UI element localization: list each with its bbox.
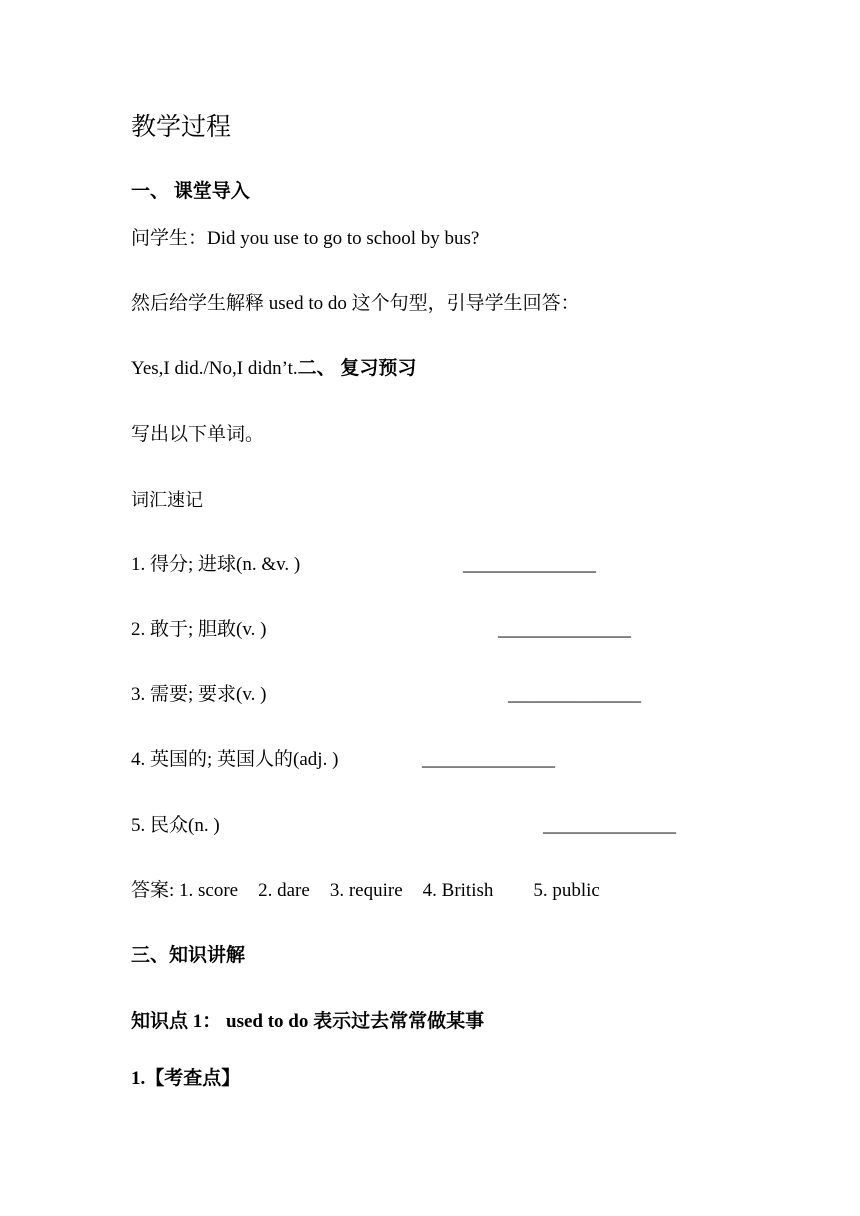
vocab-blank: ______________: [498, 619, 631, 640]
intro-question: 问学生：Did you use to go to school by bus?: [131, 228, 480, 249]
section-heading-review: 二、 复习预习: [297, 358, 417, 379]
vocab-blank: ______________: [508, 684, 641, 705]
answer-key: [131, 879, 600, 903]
vocab-item: 1. 得分; 进球(n. &v. ): [131, 554, 301, 575]
intro-explanation: 然后给学生解释 used to do 这个句型，引导学生回答：: [131, 293, 580, 314]
answer-key-item: 1. score: [179, 880, 239, 901]
section-heading-knowledge: 三、知识讲解: [131, 945, 246, 966]
vocab-blank: ______________: [463, 554, 596, 575]
answer-key-item: 3. require: [329, 880, 403, 901]
vocab-blank: ______________: [543, 815, 676, 836]
vocab-item: 4. 英国的; 英国人的(adj. ): [131, 749, 339, 770]
exam-point-heading: 1.【考查点】: [131, 1068, 241, 1089]
vocab-item: 3. 需要; 要求(v. ): [131, 684, 267, 705]
vocab-item: 5. 民众(n. ): [131, 815, 220, 836]
review-instruction: 写出以下单词。: [131, 424, 265, 445]
vocab-blank: ______________: [422, 749, 555, 770]
answer-key-label: 答案:: [131, 880, 175, 901]
vocab-item: 2. 敢于; 胆敢(v. ): [131, 619, 267, 640]
vocab-subheading: 词汇速记: [131, 490, 203, 510]
knowledge-point-heading: 知识点 1： used to do 表示过去常常做某事: [131, 1011, 485, 1032]
intro-answer-line: [131, 357, 416, 381]
answer-example: Yes,I did./No,I didn’t.: [131, 358, 298, 379]
answer-key-item: 2. dare: [258, 880, 310, 901]
section-heading-intro: 一、 课堂导入: [131, 181, 250, 202]
document-title: 教学过程: [131, 114, 232, 141]
answer-key-item: 4. British: [422, 880, 494, 901]
answer-key-item: 5. public: [533, 880, 600, 901]
